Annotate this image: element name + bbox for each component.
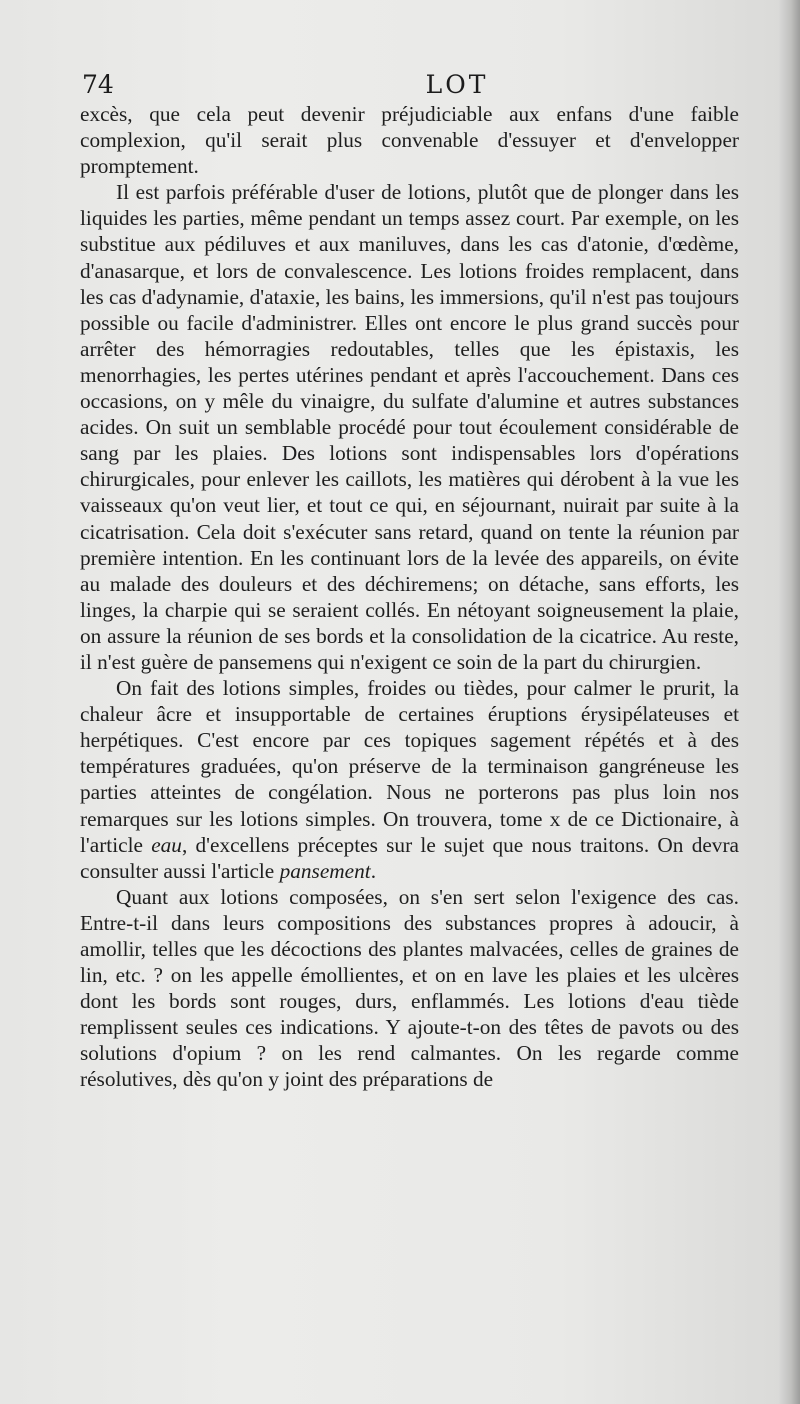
page-header xyxy=(82,70,738,104)
running-head: LOT xyxy=(425,70,489,99)
paragraph-3-part-1: On fait des lotions simples, froides ou tièdes, pour calmer le prurit, la chaleur âcre et insupportable de certaines éruptions érysipélateuses et herpétiques. C'est encore par ces topiques sagement répétés et à des températures graduées, qu'on préserve de la terminaison gangréneuse les parties atteintes de congélation. Nous ne porterons pas plus loin nos remarques sur les lotions simples. On trouvera, tome x de ce Dictionaire, à l'article xyxy=(80,676,739,857)
paragraph-1: excès, que cela peut devenir préjudiciable aux enfans d'une faible complexion, qu'il serait plus convenable d'essuyer et d'envelopper promptement. xyxy=(80,102,739,179)
paragraph-3-italic-eau: eau xyxy=(151,832,182,857)
page-number: 74 xyxy=(82,70,114,99)
paragraph-3-part-3: . xyxy=(370,858,377,883)
paragraph-3-part-2: , d'excellens préceptes sur le sujet que nous traitons. On devra consulter aussi l'article xyxy=(80,832,739,883)
page-edge-shadow xyxy=(778,0,800,1404)
paragraph-3-italic-pansement: pansement xyxy=(279,858,371,883)
body-text xyxy=(80,101,739,1093)
paragraph-2: Il est parfois préférable d'user de lotions, plutôt que de plonger dans les liquides les parties, même pendant un temps assez court. Par exemple, on les substitue aux pédiluves et aux maniluves, dans les cas d'atonie, d'œdème, d'anasarque, et lors de convalescence. Les lotions froides remplacent, dans les cas d'adynamie, d'ataxie, les bains, les immersions, qu'il n'est pas toujours possible ou facile d'administrer. Elles ont encore le plus grand succès pour arrêter des hémorragies redoutables, telles que les épistaxis, les menorrhagies, les pertes utérines pendant et après l'accouchement. Dans ces occasions, on y mêle du vinaigre, du sulfate d'alumine et autres substances acides. On suit un semblable procédé pour tout écoulement considérable de sang par les plaies. Des lotions sont indispensables lors d'opérations chirurgicales, pour enlever les caillots, les matières qui dérobent à la vue les vaisseaux qu'on veut lier, et tout ce qui, en séjournant, nuirait par suite à la cicatrisation. Cela doit s'exécuter sans retard, quand on tente la réunion par première intention. En les continuant lors de la levée des appareils, on évite au malade des douleurs et des déchiremens; on détache, sans efforts, les linges, la charpie qui se seraient collés. En nétoyant soigneusement la plaie, on assure la réunion de ses bords et la consolidation de la cicatrice. Au reste, il n'est guère de pansemens qui n'exigent ce soin de la part du chirurgien. xyxy=(80,180,739,674)
paragraph-4: Quant aux lotions composées, on s'en sert selon l'exigence des cas. Entre-t-il dans leurs compositions des substances propres à adoucir, à amollir, telles que les décoctions des plantes malvacées, celles de graines de lin, etc. ? on les appelle émollientes, et on en lave les plaies et les ulcères dont les bords sont rouges, durs, enflammés. Les lotions d'eau tiède remplissent seules ces indications. Y ajoute-t-on des têtes de pavots ou des solutions d'opium ? on les rend calmantes. On les regarde comme résolutives, dès qu'on y joint des préparations de xyxy=(80,884,739,1092)
paragraph-3 xyxy=(80,675,739,884)
